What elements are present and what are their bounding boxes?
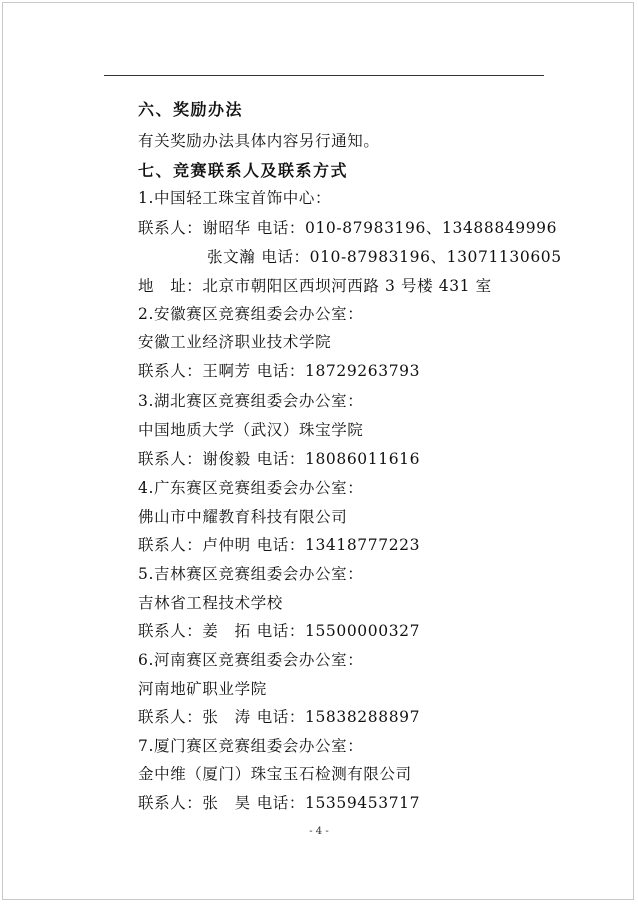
region-contact-phone: 电话：15500000327 [256, 622, 421, 640]
region-contact-phone: 电话：18086011616 [256, 450, 421, 468]
region-org: 河南地矿职业学院 [138, 680, 267, 698]
region-org: 中国地质大学（武汉）珠宝学院 [138, 421, 364, 439]
center-address: 地 址：北京市朝阳区西坝河西路 3 号楼 431 室 [138, 277, 492, 295]
region-title: 2.安徽赛区竞赛组委会办公室： [138, 305, 364, 323]
region-contact [138, 535, 420, 555]
region-contact [138, 793, 420, 813]
region-contact-phone: 电话：15838288897 [256, 708, 421, 726]
region-contact [138, 621, 420, 641]
section-6-heading: 六、奖励办法 [138, 100, 244, 119]
page-number: - 4 - [309, 826, 329, 837]
section-7-heading: 七、竞赛联系人及联系方式 [138, 161, 349, 180]
region-contact [138, 449, 420, 469]
center-contact-1-phone: 电话：010-87983196、13488849996 [256, 219, 558, 237]
center-contact-2 [207, 247, 562, 267]
section-6-body: 有关奖励办法具体内容另行通知。 [138, 132, 380, 150]
region-contact-name: 联系人：卢仲明 [138, 536, 251, 554]
region-contact-phone: 电话：18729263793 [256, 362, 421, 380]
region-contact-name: 联系人：张 昊 [138, 794, 251, 812]
region-contact-name: 联系人：张 涛 [138, 708, 251, 726]
header-rule [104, 75, 544, 76]
region-contact-name: 联系人：谢俊毅 [138, 450, 251, 468]
region-title: 5.吉林赛区竞赛组委会办公室： [138, 565, 364, 583]
region-contact [138, 361, 420, 381]
region-contact-name: 联系人：姜 拓 [138, 622, 251, 640]
center-contact-2-name: 张文瀚 [207, 248, 256, 266]
center-contact-1-label: 联系人：谢昭华 [138, 219, 251, 237]
region-org: 金中维（厦门）珠宝玉石检测有限公司 [138, 765, 412, 783]
center-contact-1 [138, 218, 557, 238]
region-org: 吉林省工程技术学校 [138, 594, 283, 612]
region-contact [138, 707, 420, 727]
region-org: 佛山市中耀教育科技有限公司 [138, 508, 348, 526]
region-contact-phone: 电话：13418777223 [256, 536, 421, 554]
center-contact-2-phone: 电话：010-87983196、13071130605 [261, 248, 562, 266]
region-title: 7.厦门赛区竞赛组委会办公室： [138, 737, 364, 755]
region-contact-name: 联系人：王啊芳 [138, 362, 251, 380]
region-contact-phone: 电话：15359453717 [256, 794, 421, 812]
region-title: 6.河南赛区竞赛组委会办公室： [138, 651, 364, 669]
center-title: 1.中国轻工珠宝首饰中心： [138, 189, 332, 207]
region-title: 3.湖北赛区竞赛组委会办公室： [138, 392, 364, 410]
region-org: 安徽工业经济职业技术学院 [138, 333, 332, 351]
region-title: 4.广东赛区竞赛组委会办公室： [138, 479, 364, 497]
